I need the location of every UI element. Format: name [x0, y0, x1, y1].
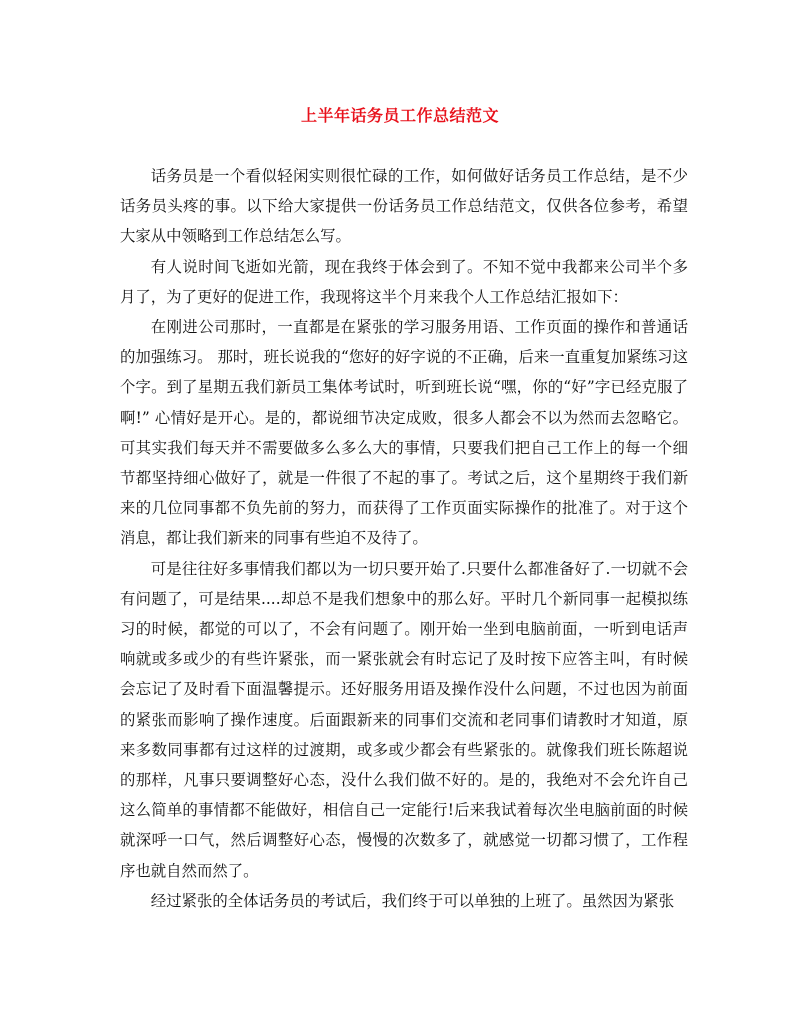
paragraph-2: 有人说时间飞逝如光箭，现在我终于体会到了。不知不觉中我都来公司半个多月了，为了更好的促进工作，我现将这半个月来我个人工作总结汇报如下： [120, 257, 688, 306]
paragraph-3: 在刚进公司那时，一直都是在紧张的学习服务用语、工作页面的操作和普通话的加强练习。 那时，班长说我的“您好的好字说的不正确，后来一直重复加紧练习这个字。到了星期五我们新员工集体考试时，听到班长说“嘿，你的“好”字已经克服了啊!” 心情好是开心。是的，都说细节决定成败，很多人都会不以为然而去忽略它。可其实我们每天并不需要做多么多么大的事情，只要我们把自己工作上的每一个细节都坚持细心做好了，就是一件很了不起的事了。考试之后，这个星期终于我们新来的几位同事都不负先前的努力，而获得了工作页面实际操作的批准了。对于这个消息，都让我们新来的同事有些迫不及待了。 [120, 318, 688, 548]
paragraph-5: 经过紧张的全体话务员的考试后，我们终于可以单独的上班了。虽然因为紧张 [150, 891, 675, 910]
document-title: 上半年话务员工作总结范文 [300, 106, 499, 125]
paragraph-4: 可是往往好多事情我们都以为一切只要开始了.只要什么都准备好了.一切就不会有问题了，可是结果....却总不是我们想象中的那么好。平时几个新同事一起模拟练习的时候，都觉的可以了，不会有问题了。刚开始一坐到电脑前面，一听到电话声响就或多或少的有些许紧张，而一紧张就会有时忘记了及时按下应答主叫，有时候会忘记了及时看下面温馨提示。还好服务用语及操作没什么问题，不过也因为前面的紧张而影响了操作速度。后面跟新来的同事们交流和老同事们请教时才知道，原来多数同事都有过这样的过渡期，或多或少都会有些紧张的。就像我们班长陈超说的那样，凡事只要调整好心态，没什么我们做不好的。是的，我绝对不会允许自己这么简单的事情都不能做好，相信自己一定能行!后来我试着每次坐电脑前面的时候就深呼一口气，然后调整好心态，慢慢的次数多了，就感觉一切都习惯了，工作程序也就自然而然了。 [120, 559, 688, 880]
document-body [120, 161, 688, 916]
paragraph-1: 话务员是一个看似轻闲实则很忙碌的工作，如何做好话务员工作总结，是不少话务员头疼的事。以下给大家提供一份话务员工作总结范文，仅供各位参考，希望大家从中领略到工作总结怎么写。 [120, 167, 688, 246]
